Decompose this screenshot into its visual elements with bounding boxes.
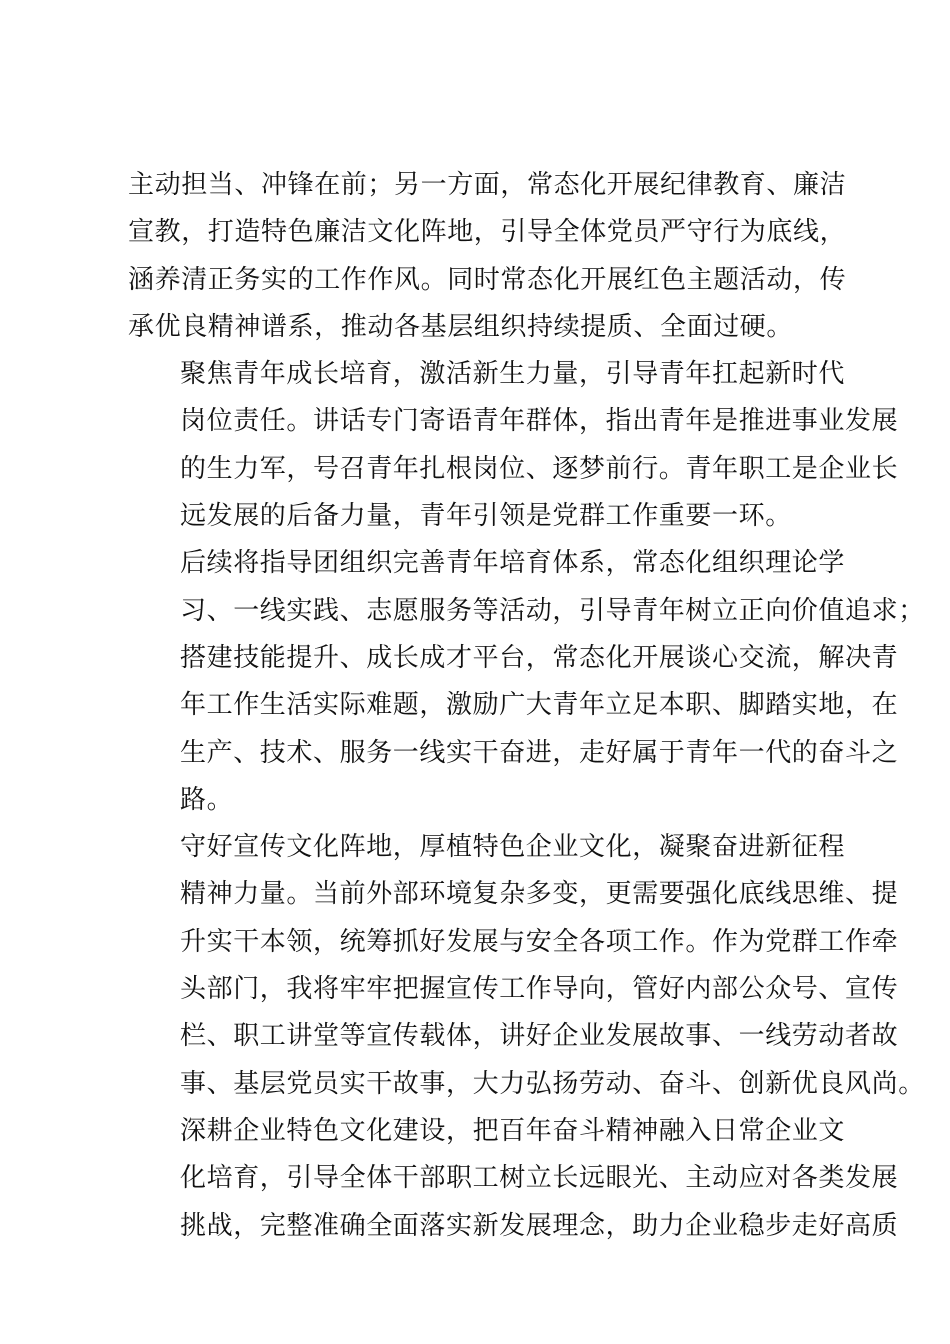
paragraph: [128, 824, 925, 1108]
paragraph: [128, 1108, 899, 1250]
text-line: 事、基层党员实干故事，大力弘扬劳动、奋斗、创新优良风尚。: [180, 1068, 925, 1099]
text-line: 头部门，我将牢牢把握宣传工作导向，管好内部公众号、宣传: [180, 974, 899, 1005]
text-line: 年工作生活实际难题，激励广大青年立足本职、脚踏实地，在: [180, 690, 899, 721]
text-line: 挑战，完整准确全面落实新发展理念，助力企业稳步走好高质: [180, 1210, 899, 1241]
text-line: 涵养清正务实的工作作风。同时常态化开展红色主题活动，传: [128, 264, 847, 295]
document-body: [128, 162, 925, 1250]
text-line: 聚焦青年成长培育，激活新生力量，引导青年扛起新时代: [180, 359, 846, 390]
text-line: 栏、职工讲堂等宣传载体，讲好企业发展故事、一线劳动者故: [180, 1021, 899, 1052]
text-line: 精神力量。当前外部环境复杂多变，更需要强化底线思维、提: [180, 879, 899, 910]
text-line: 化培育，引导全体干部职工树立长远眼光、主动应对各类发展: [180, 1163, 899, 1194]
text-line: 习、一线实践、志愿服务等活动，引导青年树立正向价值追求；: [180, 595, 925, 626]
text-line: 搭建技能提升、成长成才平台，常态化开展谈心交流，解决青: [180, 642, 899, 673]
text-line: 升实干本领，统筹抓好发展与安全各项工作。作为党群工作牵: [180, 926, 899, 957]
text-line: 宣教，打造特色廉洁文化阵地，引导全体党员严守行为底线，: [128, 217, 847, 248]
text-line: 岗位责任。讲话专门寄语青年群体，指出青年是推进事业发展: [180, 406, 899, 437]
text-line: 后续将指导团组织完善青年培育体系，常态化组织理论学: [180, 548, 846, 579]
text-line: 的生力军，号召青年扎根岗位、逐梦前行。青年职工是企业长: [180, 453, 899, 484]
paragraph: [128, 540, 925, 824]
text-line: 生产、技术、服务一线实干奋进，走好属于青年一代的奋斗之: [180, 737, 899, 768]
paragraph: [128, 351, 899, 540]
paragraph: [128, 162, 847, 351]
text-line: 远发展的后备力量，青年引领是党群工作重要一环。: [180, 501, 792, 532]
text-line: 深耕企业特色文化建设，把百年奋斗精神融入日常企业文: [180, 1115, 846, 1146]
text-line: 承优良精神谱系，推动各基层组织持续提质、全面过硬。: [128, 311, 794, 342]
text-line: 路。: [180, 784, 234, 815]
text-line: 主动担当、冲锋在前；另一方面，常态化开展纪律教育、廉洁: [128, 170, 847, 200]
text-line: 守好宣传文化阵地，厚植特色企业文化，凝聚奋进新征程: [180, 832, 846, 863]
